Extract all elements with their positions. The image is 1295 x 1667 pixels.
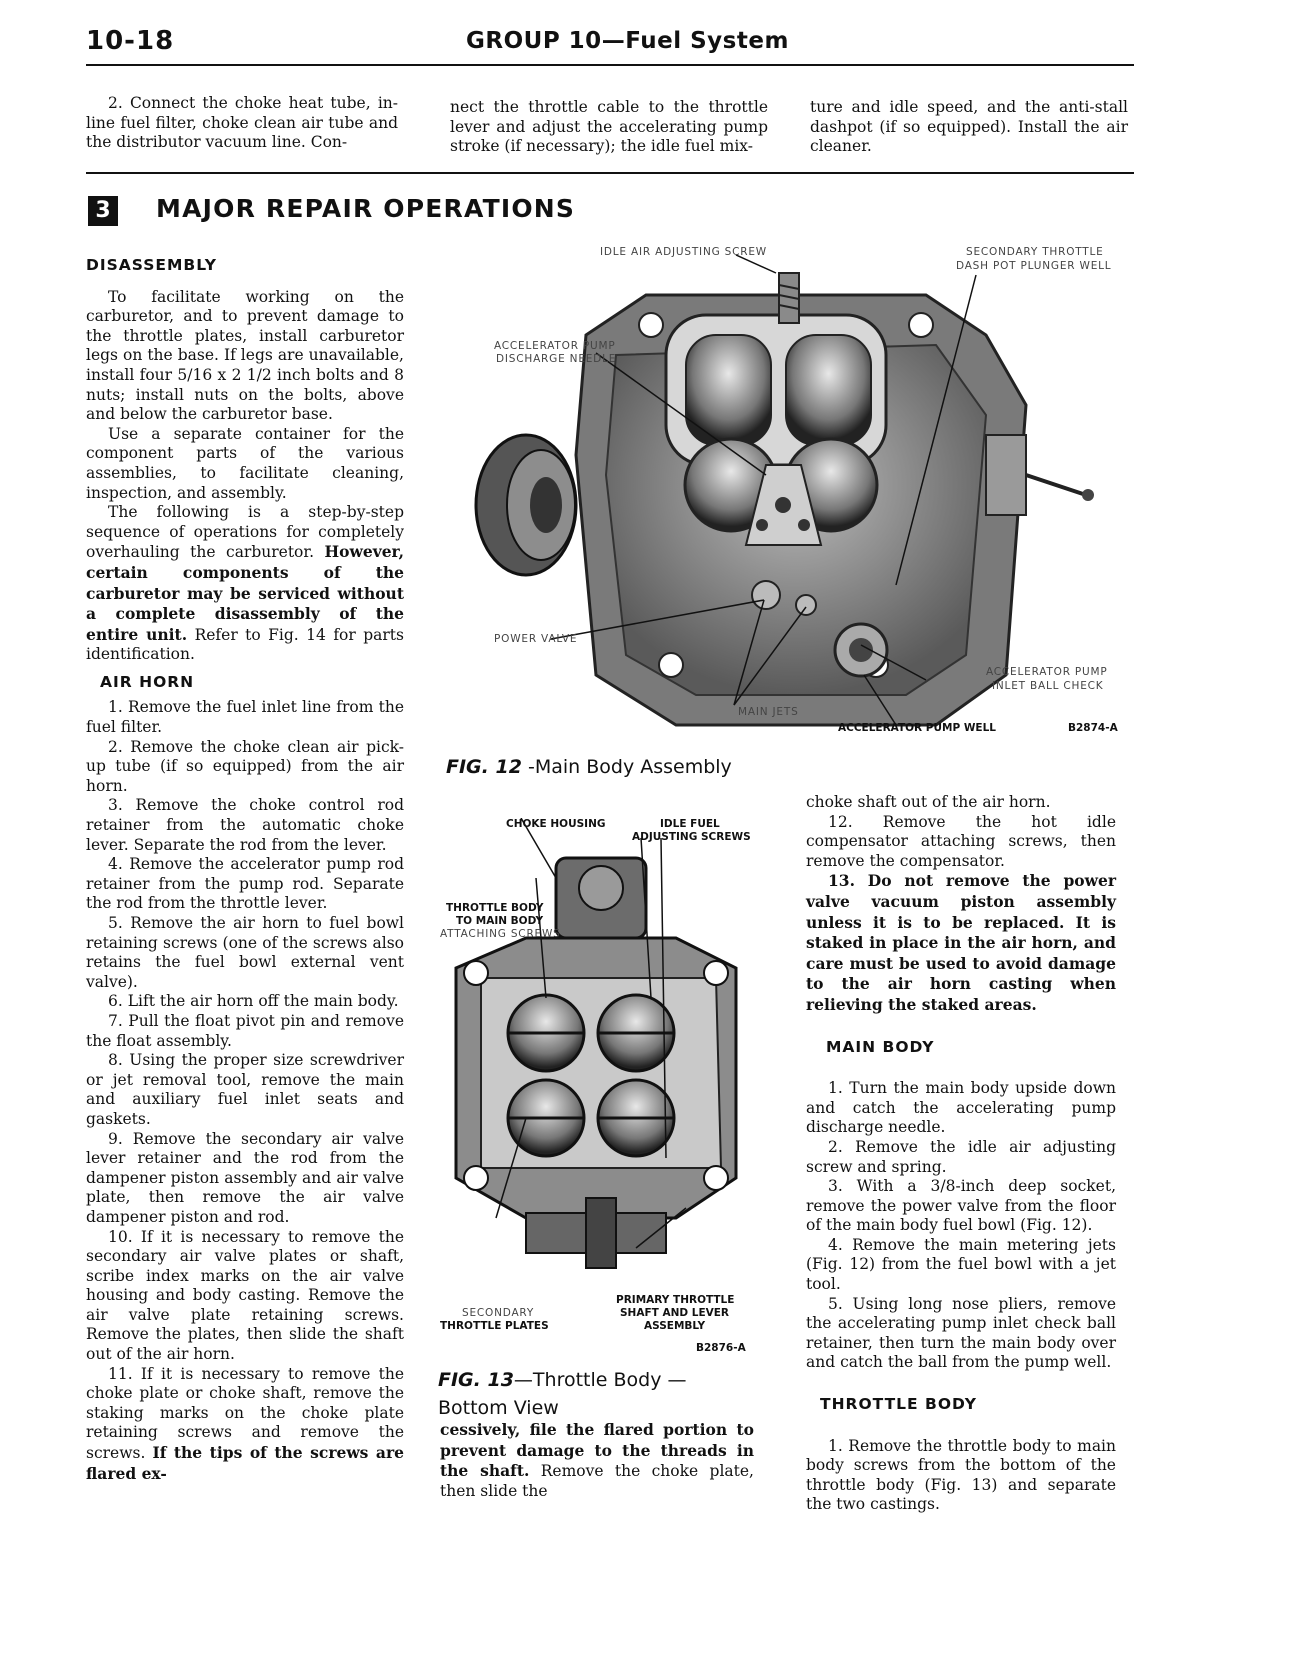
step: 5. Remove the air horn to fuel bowl retaining screws (one of the screws also retains the fuel bowl external vent valve).	[86, 914, 404, 991]
disassembly-heading: DISASSEMBLY	[86, 256, 217, 274]
section-title: MAJOR REPAIR OPERATIONS	[156, 194, 576, 223]
label-choke-housing: CHOKE HOUSING	[506, 818, 606, 830]
left-column	[86, 250, 404, 1484]
step: 2. Remove the idle air adjusting screw and spring.	[806, 1137, 1116, 1176]
throttle-body-heading: THROTTLE BODY	[820, 1395, 977, 1414]
paragraph: Use a separate container for the component parts of the various assemblies, to facilitate cleaning, inspection, and assembly.	[86, 424, 404, 502]
fig13-throttle-body-illustration	[436, 818, 756, 1288]
right-column	[806, 793, 1116, 1515]
section-number-badge: 3	[88, 196, 118, 226]
main-body-heading: MAIN BODY	[826, 1037, 935, 1056]
page-header-title: GROUP 10—Fuel System	[466, 28, 789, 54]
label-dash-pot: DASH POT PLUNGER WELL	[956, 260, 1112, 272]
label-throttle-body-2: TO MAIN BODY	[456, 915, 544, 927]
label-accel-inlet-2: INLET BALL CHECK	[992, 680, 1104, 692]
step: 4. Remove the main metering jets (Fig. 12) from the fuel bowl with a jet tool.	[806, 1235, 1116, 1294]
label-secondary-throttle: SECONDARY THROTTLE	[966, 246, 1104, 258]
fig12-caption: FIG. 12 -Main Body Assembly	[446, 756, 732, 778]
step: 3. With a 3/8-inch deep socket, remove the power valve from the floor of the main body fuel bowl (Fig. 12).	[806, 1177, 1116, 1235]
label-idle-air-screw: IDLE AIR ADJUSTING SCREW	[600, 246, 767, 258]
top-text-col2: nect the throttle cable to the throttle lever and adjust the accelerating pump stroke (if necessary); the idle fuel mix-	[450, 98, 768, 156]
step: 12. Remove the hot idle compensator attaching screws, then remove the compensator.	[806, 812, 1116, 870]
middle-column-text: cessively, file the flared portion to prevent damage to the threads in the shaft. Remove the choke plate, then slide the	[440, 1420, 754, 1500]
paragraph: choke shaft out of the air horn.	[806, 793, 1051, 811]
label-primary-1: PRIMARY THROTTLE	[616, 1294, 735, 1306]
air-horn-heading: AIR HORN	[100, 672, 195, 691]
fig13-code: B2876-A	[696, 1342, 746, 1354]
page-number: 10-18	[86, 26, 175, 56]
label-power-valve: POWER VALVE	[494, 633, 578, 645]
label-throttle-body-3: ATTACHING SCREWS	[440, 928, 561, 940]
label-accel-needle-1: ACCELERATOR PUMP	[494, 340, 616, 352]
paragraph: The following is a step-by-step sequence of operations for completely overhauling the carburetor. However, certain components of the carburetor may be serviced without a complete disassembly of the entire unit. Refer to Fig. 14 for parts identification.	[86, 503, 404, 664]
step: 1. Remove the throttle body to main body screws from the bottom of the throttle body (Fig. 13) and separate the two castings.	[806, 1436, 1116, 1514]
label-primary-3: ASSEMBLY	[644, 1320, 706, 1332]
step: 8. Using the proper size screwdriver or jet removal tool, remove the main and auxiliary fuel inlet seats and gaskets.	[86, 1051, 404, 1128]
top-text-col1: 2. Connect the choke heat tube, in-line fuel filter, choke clean air tube and the distributor vacuum line. Con-	[86, 94, 398, 152]
label-primary-2: SHAFT AND LEVER	[620, 1307, 729, 1319]
step: 2. Remove the choke clean air pick-up tube (if so equipped) from the air horn.	[86, 737, 404, 795]
step: 4. Remove the accelerator pump rod retainer from the pump rod. Separate the rod from the throttle lever.	[86, 855, 404, 913]
section-rule	[86, 172, 1134, 174]
label-secondary-2: THROTTLE PLATES	[440, 1320, 549, 1332]
step: 11. If it is necessary to remove the choke plate or choke shaft, remove the staking marks on the choke plate retaining screws and remove the screws. If the tips of the screws are flared ex-	[86, 1364, 405, 1483]
step: 7. Pull the float pivot pin and remove the float assembly.	[86, 1011, 404, 1050]
step: 1. Turn the main body upside down and catch the accelerating pump discharge needle.	[806, 1079, 1116, 1137]
label-idle-fuel-1: IDLE FUEL	[660, 818, 720, 830]
step: 3. Remove the choke control rod retainer from the automatic choke lever. Separate the rod from the lever.	[86, 796, 404, 854]
paragraph: To facilitate working on the carburetor, and to prevent damage to the throttle plates, install carburetor legs on the base. If legs are unavailable, install four 5/16 x 2 1/2 inch bolts and 8 nuts; install nuts on the bolts, above and below the carburetor base.	[86, 287, 404, 424]
step: 1. Remove the fuel inlet line from the fuel filter.	[86, 698, 404, 737]
fig12-code: B2874-A	[1068, 722, 1118, 734]
fig13-caption: FIG. 13—Throttle Body — Bottom View	[438, 1369, 687, 1419]
label-pump-well: ACCELERATOR PUMP WELL	[838, 722, 996, 734]
label-main-jets: MAIN JETS	[738, 706, 799, 718]
step: 10. If it is necessary to remove the secondary air valve plates or shaft, scribe index marks on the air valve housing and body casting. Remove the air valve plate retaining screws. Remove the plates, then slide the shaft out of the air horn.	[86, 1227, 404, 1364]
label-throttle-body-1: THROTTLE BODY	[446, 902, 544, 914]
step: 5. Using long nose pliers, remove the accelerating pump inlet check ball retainer, then turn the main body over and catch the ball from the pump well.	[806, 1294, 1116, 1372]
step: 9. Remove the secondary air valve lever retainer and the rod from the dampener piston assembly and air valve plate, then remove the air valve dampener piston and rod.	[86, 1129, 404, 1226]
top-text-col3: ture and idle speed, and the anti-stall dashpot (if so equipped). Install the air cleaner.	[810, 98, 1128, 156]
step: 13. Do not remove the power valve vacuum piston assembly unless it is to be replaced. It is staked in place in the air horn, and care must be used to avoid damage to the air horn casting when relieving the staked areas.	[806, 871, 1116, 1014]
label-accel-needle-2: DISCHARGE NEEDLE	[496, 353, 617, 365]
label-secondary-1: SECONDARY	[462, 1307, 535, 1319]
header-rule	[86, 64, 1134, 66]
label-accel-inlet-1: ACCELERATOR PUMP	[986, 666, 1108, 678]
label-idle-fuel-2: ADJUSTING SCREWS	[632, 831, 751, 843]
step: 6. Lift the air horn off the main body.	[108, 992, 399, 1011]
